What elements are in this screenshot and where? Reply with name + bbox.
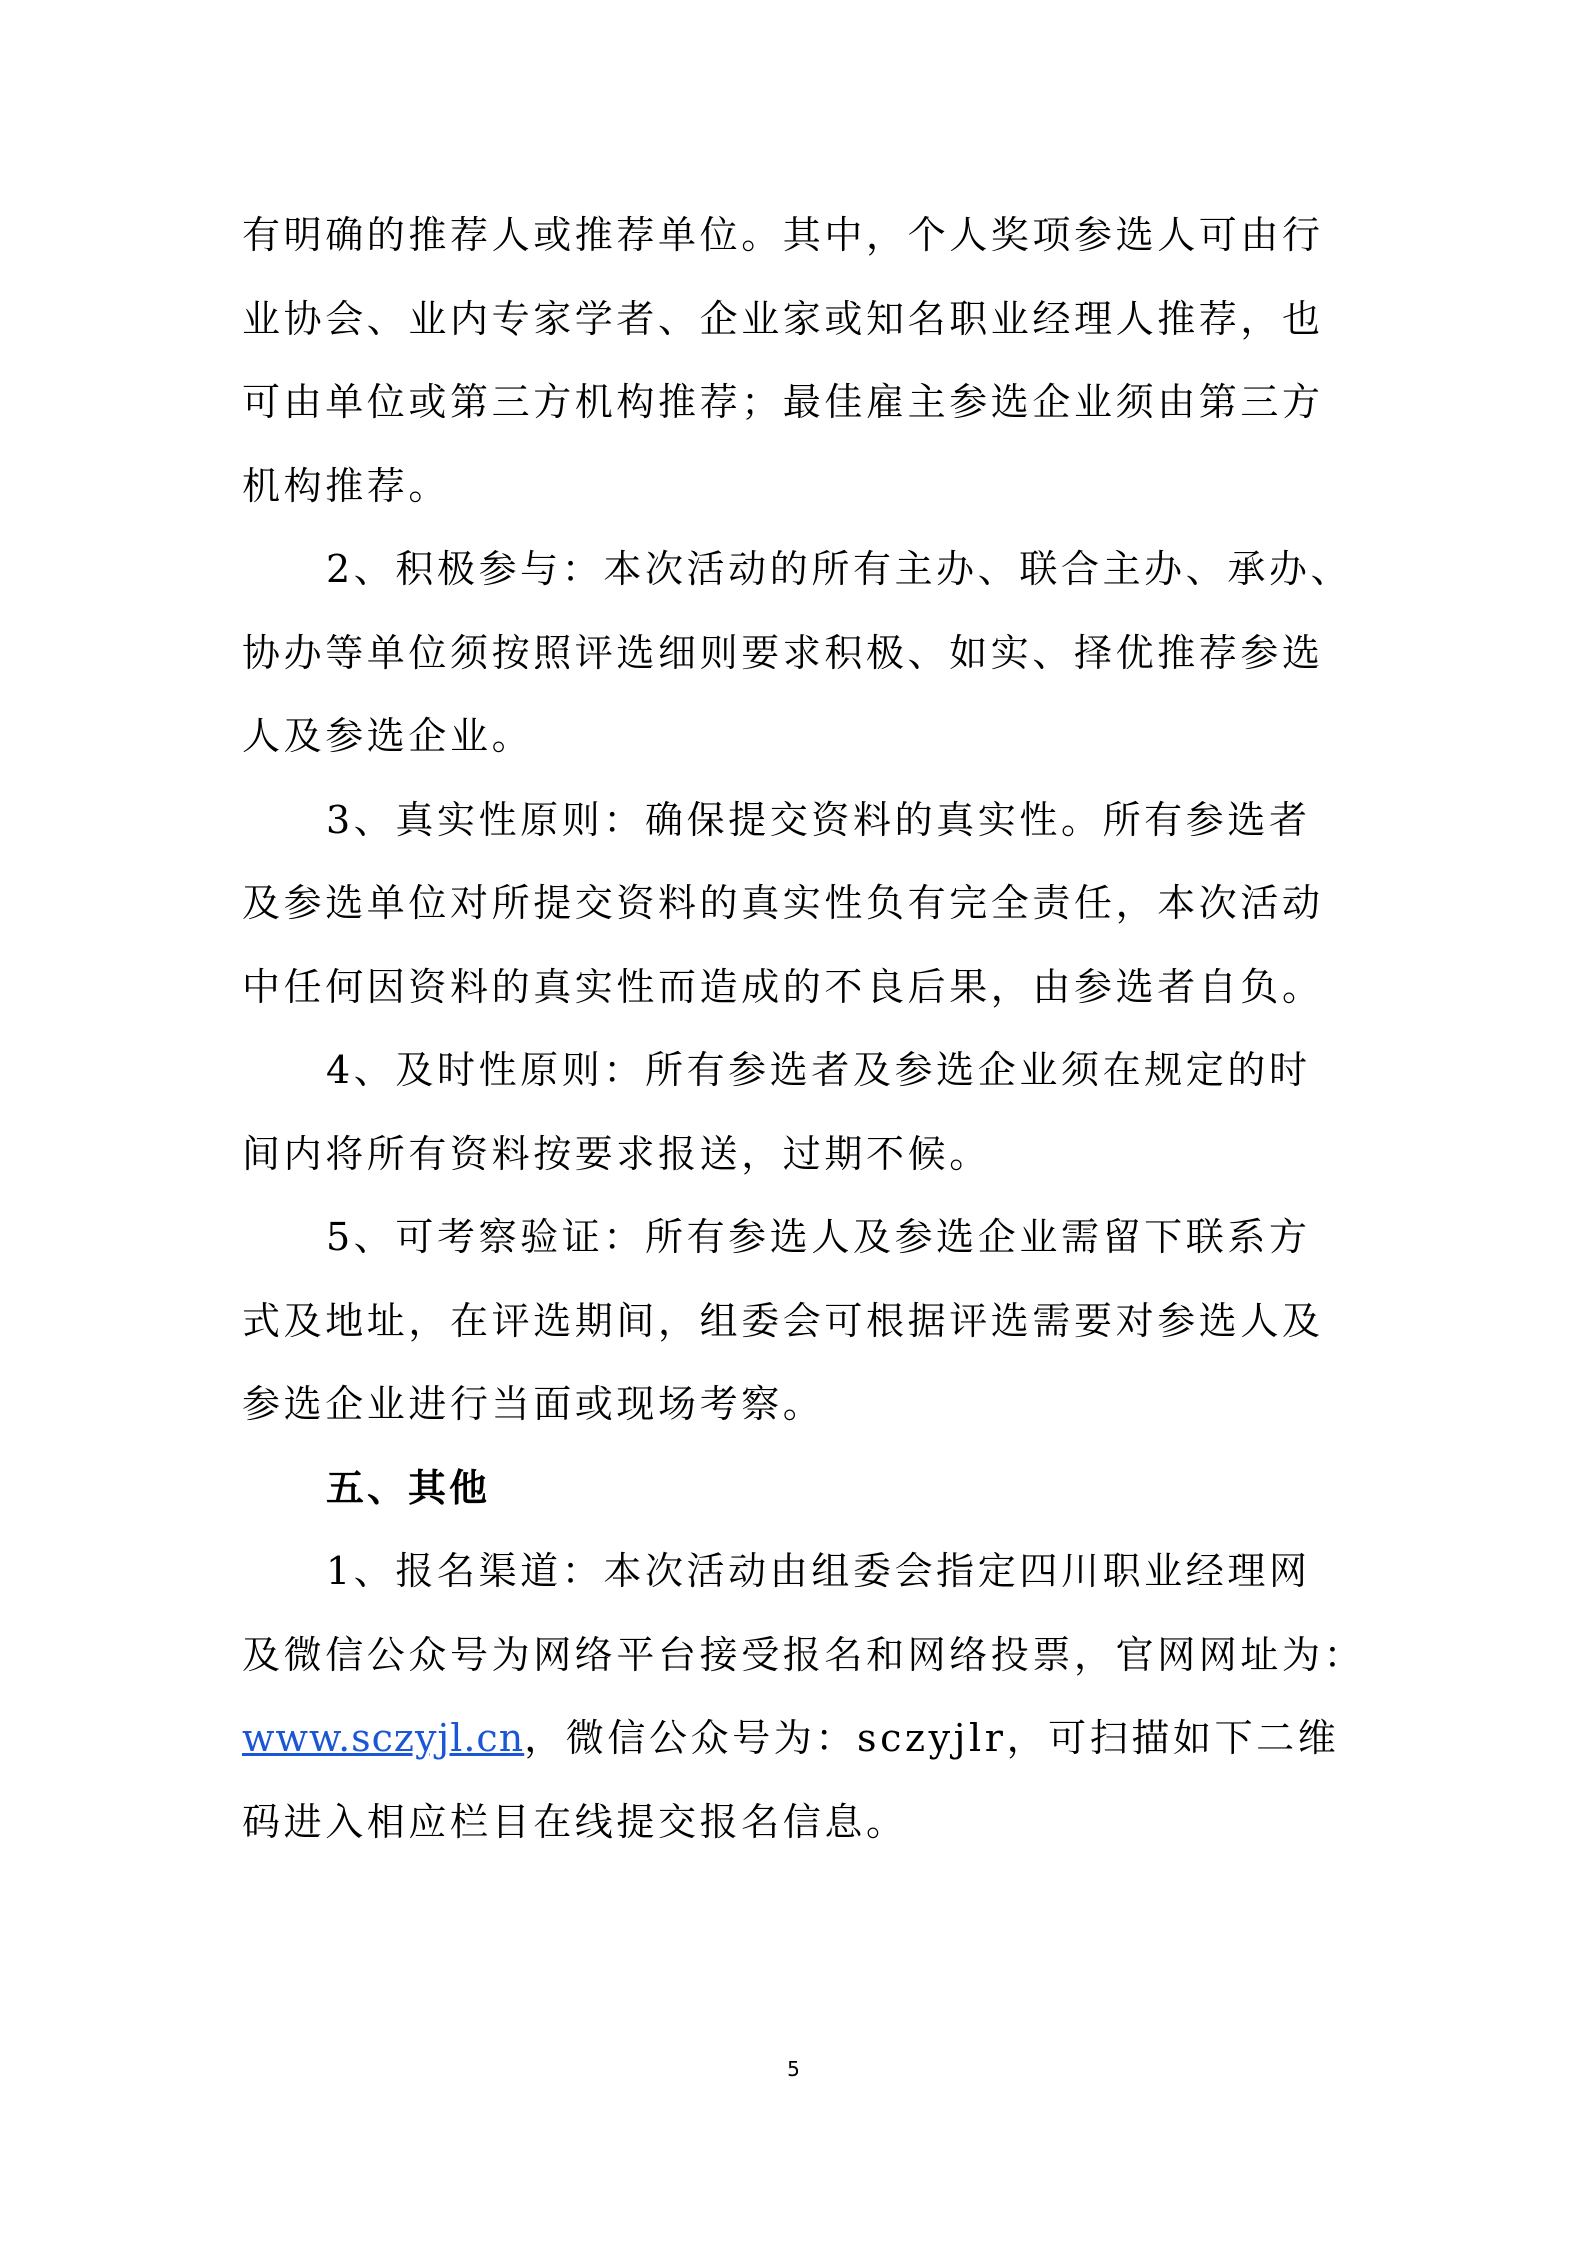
paragraph-line: 5、可考察验证：所有参选人及参选企业需留下联系方 [326, 1215, 1311, 1259]
page-number: 5 [787, 2057, 800, 2081]
paragraph-line: 1、报名渠道：本次活动由组委会指定四川职业经理网 [326, 1549, 1311, 1593]
paragraph-line: 协办等单位须按照评选细则要求积极、如实、择优推荐参选 [242, 630, 1324, 675]
paragraph-line: 人及参选企业。 [242, 714, 534, 758]
paragraph-line: 式及地址，在评选期间，组委会可根据评选需要对参选人及 [242, 1298, 1324, 1343]
paragraph-line: 码进入相应栏目在线提交报名信息。 [242, 1799, 908, 1844]
paragraph-line: 机构推荐。 [242, 463, 451, 508]
section-heading: 五、其他 [326, 1465, 491, 1510]
paragraph-line: 及参选单位对所提交资料的真实性负有完全责任，本次活动 [242, 881, 1324, 925]
paragraph-line: 可由单位或第三方机构推荐；最佳雇主参选企业须由第三方 [242, 380, 1324, 424]
website-link[interactable]: www.sczyjl.cn [242, 1716, 525, 1760]
link-trailing-text: ，微信公众号为：sczyjlr，可扫描如下二维 [524, 1716, 1340, 1760]
paragraph-line: 间内将所有资料按要求报送，过期不候。 [242, 1131, 991, 1176]
paragraph-line: 2、积极参与：本次活动的所有主办、联合主办、承办、 [326, 547, 1353, 591]
paragraph-line: 有明确的推荐人或推荐单位。其中，个人奖项参选人可由行 [242, 213, 1324, 257]
paragraph-line: 中任何因资料的真实性而造成的不良后果，由参选者自负。 [242, 964, 1324, 1009]
paragraph-line: 4、及时性原则：所有参选者及参选企业须在规定的时 [326, 1048, 1311, 1092]
paragraph-line [242, 1697, 1352, 1781]
document-body [242, 194, 1366, 1864]
paragraph-line: 参选企业进行当面或现场考察。 [242, 1382, 825, 1426]
paragraph-line: 及微信公众号为网络平台接受报名和网络投票，官网网址为： [242, 1632, 1366, 1677]
paragraph-line: 业协会、业内专家学者、企业家或知名职业经理人推荐，也 [242, 296, 1324, 341]
paragraph-line: 3、真实性原则：确保提交资料的真实性。所有参选者 [326, 797, 1311, 842]
